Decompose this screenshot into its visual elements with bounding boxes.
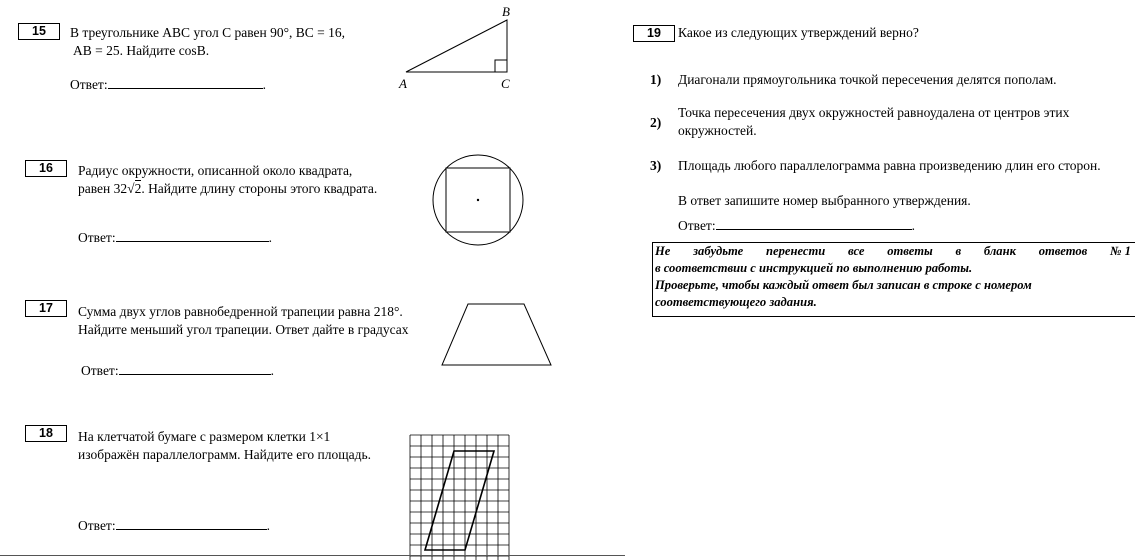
task-16-circle-square-figure [430, 152, 530, 252]
task-15-answer-field[interactable] [108, 76, 263, 89]
task-17-trapezoid-figure [440, 302, 560, 372]
task-19-answer-dot: . [911, 218, 915, 233]
task-16-line-2-start: равен 32 [78, 181, 128, 196]
task-16-number: 16 [25, 160, 67, 177]
task-16-line-2 [78, 180, 377, 198]
isosceles-trapezoid [442, 304, 551, 365]
option-2-number: 2) [650, 115, 662, 130]
option-1-number: 1) [650, 72, 662, 87]
note-line-4: соответствующего задания. [655, 295, 817, 309]
task-19-answer-label: Ответ: [678, 218, 716, 233]
task-19-instruction: В ответ запишите номер выбранного утверждения. [678, 193, 971, 208]
task-16-line-1: Радиус окружности, описанной около квадрата, [78, 163, 353, 178]
sqrt-sign: √ [127, 181, 135, 196]
task-15-answer-dot: . [262, 77, 266, 92]
option-3-line-1: Площадь любого параллелограмма равна произведению длин его сторон. [678, 158, 1101, 173]
task-16-line-2-end: . Найдите длину стороны этого квадрата. [141, 181, 378, 196]
task-15-number: 15 [18, 23, 60, 40]
note-line-3: Проверьте, чтобы каждый ответ был записан в строке с номером [655, 278, 1032, 292]
grid-lines [410, 435, 509, 560]
right-angle-mark [495, 60, 507, 72]
option-1-text [678, 71, 1057, 89]
option-1-line-1: Диагонали прямоугольника точкой пересечения делятся пополам. [678, 72, 1057, 87]
note-line-2: в соответствии с инструкцией по выполнению работы. [655, 261, 973, 275]
option-3-number: 3) [650, 158, 662, 173]
option-2-line-1: Точка пересечения двух окружностей равноудалена от центров этих [678, 105, 1070, 120]
task-19-answer-field[interactable] [716, 217, 912, 230]
task-18-grid-figure [410, 435, 510, 560]
task-18-answer-label: Ответ: [78, 518, 116, 533]
option-3-text [678, 157, 1101, 175]
vertex-a-label: A [399, 76, 407, 91]
note-word: забудьте [693, 244, 744, 258]
task-15-text [70, 24, 345, 60]
task-17-line-2: Найдите меньший угол трапеции. Ответ дайте в градусах [78, 322, 409, 337]
task-18-line-2: изображён параллелограмм. Найдите его площадь. [78, 447, 372, 462]
task-16-answer-label: Ответ: [78, 230, 116, 245]
center-point [477, 199, 479, 201]
task-18-answer-field[interactable] [116, 517, 267, 530]
task-15-line-1: В треугольнике ABC угол C равен 90°, BC = 16, [70, 25, 345, 40]
task-19-answer [678, 217, 915, 234]
note-word: перенести [765, 244, 826, 258]
answer-transfer-note [652, 242, 1135, 317]
note-word: ответы [887, 244, 933, 258]
task-17-line-1: Сумма двух углов равнобедренной трапеции равна 218°. [78, 304, 403, 319]
task-16-answer-field[interactable] [116, 229, 269, 242]
task-16-answer [78, 229, 272, 246]
task-15-answer-label: Ответ: [70, 77, 108, 92]
note-line-1 [653, 243, 1135, 260]
task-19-number: 19 [633, 25, 675, 42]
task-17-answer-field[interactable] [119, 362, 271, 375]
task-15-line-2: AB = 25. Найдите cosB. [73, 43, 210, 58]
vertex-c-label: C [501, 76, 510, 91]
task-18-text [78, 428, 371, 464]
sqrt-radicand: 2 [134, 181, 142, 196]
page-bottom-divider [0, 555, 625, 556]
option-2-text [678, 104, 1069, 140]
task-18-line-1: На клетчатой бумаге с размером клетки 1×1 [78, 429, 331, 444]
note-word: бланк [983, 244, 1016, 258]
note-word: в [955, 244, 962, 258]
option-2-line-2: окружностей. [678, 123, 757, 138]
parallelogram [425, 451, 494, 550]
task-18-answer-dot: . [266, 518, 270, 533]
task-18-number: 18 [25, 425, 67, 442]
task-19-question: Какое из следующих утверждений верно? [678, 25, 919, 40]
task-17-number: 17 [25, 300, 67, 317]
task-15-triangle-figure [395, 2, 515, 92]
task-17-answer-dot: . [270, 363, 274, 378]
triangle-abc [406, 20, 507, 72]
note-word: ответов [1038, 244, 1088, 258]
note-word: № 1 [1109, 244, 1131, 258]
task-18-answer [78, 517, 270, 534]
task-16-text [78, 162, 377, 198]
vertex-b-label: B [502, 4, 510, 19]
note-word: Не [655, 244, 671, 258]
task-17-answer [81, 362, 274, 379]
task-17-text [78, 303, 408, 339]
task-15-answer [70, 76, 266, 93]
task-17-answer-label: Ответ: [81, 363, 119, 378]
note-word: все [848, 244, 865, 258]
task-16-answer-dot: . [268, 230, 272, 245]
